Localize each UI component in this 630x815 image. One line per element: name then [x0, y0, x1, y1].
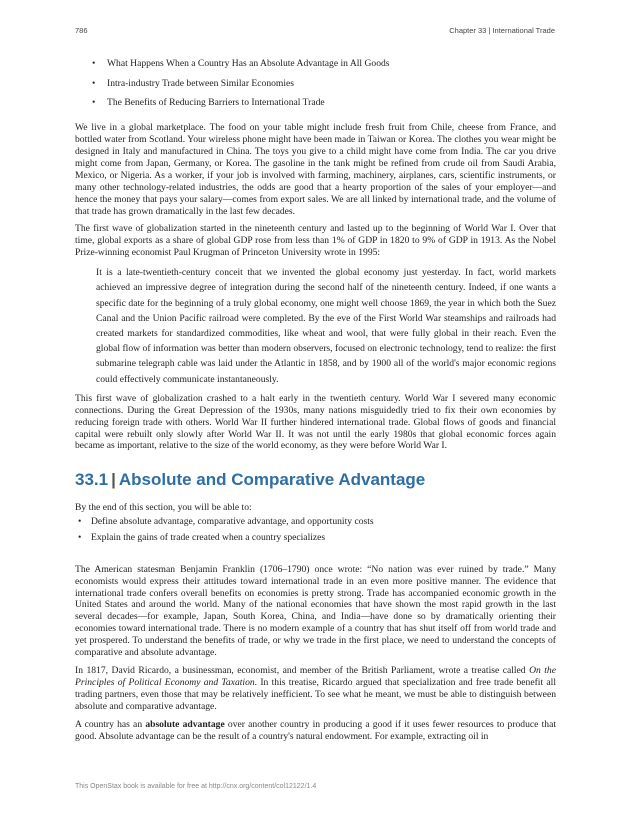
section-title: Absolute and Comparative Advantage	[118, 470, 426, 490]
bullet-icon: •	[78, 516, 82, 528]
paragraph-wave-halt: This first wave of globalization crashed to a halt early in the twentieth century. World War I severed many economic connections. During the Great Depression of the 1930s, many nations misguidedly tried to fix their own economies by reducing foreign trade with others. World War II further hindered international trade. Global flows of goods and financial capital were rebuilt only slowly after World War II. It was not until the early 1980s that global economic forces again became as important, relative to the size of the world economy, as they were before World War I.	[75, 392, 556, 452]
paragraph-ricardo: In 1817, David Ricardo, a businessman, economist, and member of the British Parliament, wrote a treatise called On the Principles of Political Economy and Taxation. In this treatise, Ricardo argued that specialization and free trade benefit all trading partners, even those that may be relatively inefficient. To see what he meant, we must be able to distinguish between absolute and comparative advantage.	[75, 664, 556, 712]
krugman-quote: It is a late-twentieth-century conceit that we invented the global economy just yesterday. In fact, world markets achieved an impressive degree of integration during the second half of the nineteenth century. Indeed, if one wants a specific date for the beginning of a truly global economy, one might well choose 1869, the year in which both the Suez Canal and the Union Pacific railroad were completed. By the eve of the First World War steamships and railroads had created markets for standardized commodities, like wheat and wool, that were fully global in their reach. Even the global flow of information was better than modern observers, focused on electronic technology, tend to realize: the first submarine telegraph cable was laid under the Atlantic in 1858, and by 1900 all of the world's major economic regions could effectively communicate instantaneously.	[96, 267, 556, 385]
page-content	[75, 58, 556, 748]
page-footer: This OpenStax book is available for free at http://cnx.org/content/col12122/1.4	[75, 783, 317, 790]
running-header	[75, 26, 555, 38]
bullet-icon: •	[78, 531, 82, 543]
section-heading	[75, 470, 556, 490]
paragraph-global-marketplace: We live in a global marketplace. The food on your table might include fresh fruit from Chile, cheese from France, and bottled water from Scotland. Your wireless phone might have been made in Taiwan or Korea. The clothes you wear might be designed in Italy and manufactured in China. The toys you give to a child might have come from India. The car you drive might come from Japan, Germany, or Korea. The gasoline in the tank might be refined from crude oil from Saudi Arabia, Mexico, or Nigeria. As a worker, if your job is involved with farming, machinery, airplanes, cars, scientific instruments, or many other technology-related industries, the odds are good that a hearty proportion of the sales of your employer—and hence the money that pays your salary—comes from export sales. We are all linked by international trade, and the volume of that trade has grown dramatically in the last few decades.	[75, 122, 556, 217]
section-list	[75, 58, 556, 109]
objectives-intro: By the end of this section, you will be able to:	[75, 502, 252, 514]
treatise-title: On the Principles of Political Economy and Taxation	[75, 664, 556, 688]
page-number: 786	[75, 26, 88, 35]
paragraph-first-wave: The first wave of globalization started in the nineteenth century and lasted up to the beginning of World War I. Over that time, global exports as a share of global GDP rose from less than 1% of GDP in 1820 to 9% of GDP in 1913. As the Nobel Prize-winning economist Paul Krugman of Princeton University wrote in 1995:	[75, 223, 556, 259]
learning-objectives	[75, 502, 556, 543]
list-item: • Define absolute advantage, comparative advantage, and opportunity costs	[78, 516, 374, 528]
list-item: • The Benefits of Reducing Barriers to International Trade	[92, 97, 325, 109]
bullet-icon: •	[92, 97, 96, 109]
chapter-title: Chapter 33 | International Trade	[449, 26, 555, 35]
bullet-icon: •	[92, 77, 96, 89]
section-separator: |	[111, 470, 116, 490]
list-item: • Intra-industry Trade between Similar Economies	[92, 77, 295, 89]
paragraph-franklin: The American statesman Benjamin Franklin (1706–1790) once wrote: “No nation was ever ruined by trade.” Many economists would express their attitudes toward international trade in an even more positive manner. The evidence that international trade confers overall benefits on economies is pretty strong. Trade has accompanied economic growth in the United States and around the world. Many of the national economies that have shown the most rapid growth in the last several decades—for example, Japan, South Korea, China, and India—have done so by dramatically orienting their economies toward international trade. There is no modern example of a country that has shut itself off from world trade and yet prospered. To understand the benefits of trade, or why we trade in the first place, we need to understand the concepts of comparative and absolute advantage.	[75, 563, 556, 659]
bullet-icon: •	[92, 58, 96, 69]
objectives-list	[75, 516, 556, 544]
list-item: • What Happens When a Country Has an Absolute Advantage in All Goods	[92, 58, 390, 69]
paragraph-absolute-advantage: A country has an absolute advantage over another country in producing a good if it uses fewer resources to produce that good. Absolute advantage can be the result of a country's natural endowment. For example, extracting oil in	[75, 718, 556, 742]
list-item: • Explain the gains of trade created when a country specializes	[78, 531, 326, 543]
section-number: 33.1	[75, 470, 109, 490]
key-term: absolute advantage	[145, 718, 225, 730]
